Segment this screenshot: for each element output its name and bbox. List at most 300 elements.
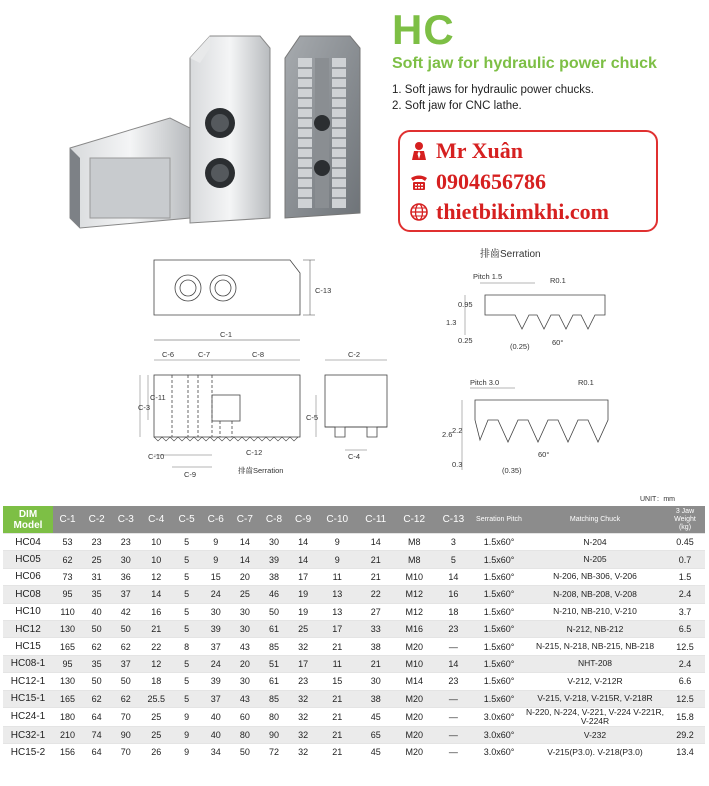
cell-c-8: 50	[259, 603, 288, 620]
table-row	[3, 551, 705, 568]
cell-weight: 6.6	[665, 673, 705, 690]
profile1-angle: 60°	[552, 338, 564, 347]
globe-icon	[410, 203, 428, 221]
col-c2: C-2	[82, 506, 111, 534]
cell-c-1: 156	[53, 744, 82, 761]
cell-c-9: 32	[289, 744, 318, 761]
cell-c-2: 74	[82, 726, 111, 743]
cell-c-1: 130	[53, 620, 82, 637]
cell-c-7: 43	[230, 638, 259, 655]
cell-c-8: 85	[259, 638, 288, 655]
cell-chuck: N-212, NB-212	[525, 620, 665, 637]
cell-c-5: 5	[172, 534, 201, 551]
cell-c-8: 61	[259, 620, 288, 637]
cell-c-7: 50	[230, 744, 259, 761]
cell-c-5: 8	[172, 638, 201, 655]
cell-chuck: N-206, NB-306, V-206	[525, 568, 665, 585]
cell-c-12: M14	[395, 673, 434, 690]
cell-c-2: 62	[82, 638, 111, 655]
cell-c-4: 10	[140, 551, 172, 568]
cell-c-6: 40	[201, 726, 230, 743]
cell-c-10: 9	[318, 534, 357, 551]
cell-c-6: 37	[201, 690, 230, 707]
product-subtitle: Soft jaw for hydraulic power chuck	[392, 55, 657, 72]
cell-weight: 12.5	[665, 638, 705, 655]
dim-c7: C-7	[198, 350, 211, 359]
cell-c-7: 20	[230, 568, 259, 585]
cell-chuck: N-205	[525, 551, 665, 568]
profile1-radius: R0.1	[550, 276, 566, 285]
dim-c3: C-3	[138, 403, 151, 412]
dim-c2: C-2	[348, 350, 361, 359]
col-c12: C-12	[395, 506, 434, 534]
cell-c-5: 5	[172, 586, 201, 603]
col-c8: C-8	[259, 506, 288, 534]
cell-c-1: 180	[53, 707, 82, 726]
table-row	[3, 638, 705, 655]
col-c5: C-5	[172, 506, 201, 534]
cell-c-9: 25	[289, 620, 318, 637]
cell-model: HC06	[3, 568, 53, 585]
serration-callout: 排齒Serration	[238, 466, 284, 475]
cell-c-12: M8	[395, 551, 434, 568]
person-icon	[410, 141, 428, 161]
cell-c-3: 62	[111, 690, 140, 707]
profile2-h1: 2.6	[442, 430, 453, 439]
col-c10: C-10	[318, 506, 357, 534]
cell-pitch: 1.5x60°	[473, 655, 525, 672]
profile2-h2: 2.2	[452, 426, 463, 435]
product-title: HC	[392, 6, 455, 53]
cell-c-11: 65	[357, 726, 395, 743]
cell-c-11: 45	[357, 744, 395, 761]
cell-c-2: 31	[82, 568, 111, 585]
cell-c-8: 38	[259, 568, 288, 585]
cell-pitch: 1.5x60°	[473, 673, 525, 690]
dim-c5: C-5	[306, 413, 319, 422]
cell-c-7: 25	[230, 586, 259, 603]
cell-pitch: 1.5x60°	[473, 638, 525, 655]
cell-c-1: 95	[53, 655, 82, 672]
cell-c-3: 37	[111, 655, 140, 672]
cell-c-13: —	[434, 726, 473, 743]
cell-c-7: 30	[230, 673, 259, 690]
cell-c-12: M10	[395, 655, 434, 672]
model-header: Model	[13, 519, 43, 531]
cell-chuck: V-212, V-212R	[525, 673, 665, 690]
cell-model: HC12	[3, 620, 53, 637]
col-weight	[665, 506, 705, 534]
contact-website-row	[410, 199, 609, 225]
cell-c-6: 40	[201, 707, 230, 726]
table-row	[3, 726, 705, 743]
cell-chuck: N-204	[525, 534, 665, 551]
cell-c-10: 21	[318, 690, 357, 707]
contact-phone-row	[410, 169, 546, 195]
cell-c-6: 39	[201, 673, 230, 690]
cell-model: HC15	[3, 638, 53, 655]
product-photo	[60, 18, 380, 243]
cell-c-1: 53	[53, 534, 82, 551]
cell-c-9: 14	[289, 551, 318, 568]
cell-model: HC15-1	[3, 690, 53, 707]
cell-c-7: 14	[230, 534, 259, 551]
col-c11: C-11	[357, 506, 395, 534]
table-row	[3, 707, 705, 726]
cell-c-5: 9	[172, 726, 201, 743]
col-c13: C-13	[434, 506, 473, 534]
cell-c-6: 39	[201, 620, 230, 637]
cell-c-5: 5	[172, 655, 201, 672]
feature-item: 1. Soft jaws for hydraulic power chucks.	[392, 84, 594, 96]
cell-pitch: 3.0x60°	[473, 726, 525, 743]
weight-header: 3 Jaw Weight	[674, 507, 696, 523]
cell-pitch: 1.5x60°	[473, 603, 525, 620]
weight-unit: (kg)	[678, 523, 692, 531]
cell-c-12: M8	[395, 534, 434, 551]
cell-weight: 29.2	[665, 726, 705, 743]
cell-c-1: 130	[53, 673, 82, 690]
table-row	[3, 603, 705, 620]
cell-c-10: 11	[318, 655, 357, 672]
cell-model: HC10	[3, 603, 53, 620]
cell-c-8: 61	[259, 673, 288, 690]
cell-c-7: 30	[230, 620, 259, 637]
cell-c-9: 32	[289, 726, 318, 743]
table-row	[3, 673, 705, 690]
col-c7: C-7	[230, 506, 259, 534]
unit-label: UNIT：mm	[640, 496, 675, 503]
dim-c9: C-9	[184, 470, 197, 479]
cell-c-13: 23	[434, 673, 473, 690]
cell-c-9: 32	[289, 707, 318, 726]
cell-c-3: 70	[111, 744, 140, 761]
cell-pitch: 1.5x60°	[473, 534, 525, 551]
cell-c-4: 12	[140, 568, 172, 585]
cell-c-13: —	[434, 690, 473, 707]
cell-c-3: 62	[111, 638, 140, 655]
cell-c-4: 21	[140, 620, 172, 637]
col-c3: C-3	[111, 506, 140, 534]
cell-c-10: 15	[318, 673, 357, 690]
profile1-h1: 0.95	[458, 300, 473, 309]
cell-model: HC24-1	[3, 707, 53, 726]
cell-weight: 15.8	[665, 707, 705, 726]
cell-c-9: 17	[289, 568, 318, 585]
cell-c-1: 95	[53, 586, 82, 603]
cell-c-6: 24	[201, 655, 230, 672]
cell-c-4: 25	[140, 726, 172, 743]
cell-c-5: 5	[172, 620, 201, 637]
cell-c-2: 35	[82, 586, 111, 603]
cell-c-3: 70	[111, 707, 140, 726]
cell-pitch: 1.5x60°	[473, 568, 525, 585]
cell-c-13: 18	[434, 603, 473, 620]
phone-icon	[410, 173, 428, 191]
cell-pitch: 1.5x60°	[473, 586, 525, 603]
cell-c-11: 45	[357, 707, 395, 726]
cell-c-2: 62	[82, 690, 111, 707]
cell-model: HC15-2	[3, 744, 53, 761]
cell-chuck: N-215, N-218, NB-215, NB-218	[525, 638, 665, 655]
cell-c-4: 16	[140, 603, 172, 620]
cell-c-8: 85	[259, 690, 288, 707]
cell-c-11: 30	[357, 673, 395, 690]
cell-weight: 13.4	[665, 744, 705, 761]
contact-name: Mr Xuân	[436, 138, 523, 163]
cell-c-4: 22	[140, 638, 172, 655]
table-row	[3, 744, 705, 761]
cell-c-9: 32	[289, 638, 318, 655]
col-pitch: Serration Pitch	[473, 506, 525, 534]
cell-c-12: M20	[395, 726, 434, 743]
cell-c-11: 22	[357, 586, 395, 603]
cell-c-13: 23	[434, 620, 473, 637]
cell-c-7: 80	[230, 726, 259, 743]
dim-c1: C-1	[220, 330, 233, 339]
cell-weight: 2.4	[665, 586, 705, 603]
cell-c-4: 12	[140, 655, 172, 672]
cell-weight: 0.45	[665, 534, 705, 551]
cell-c-1: 110	[53, 603, 82, 620]
cell-weight: 3.7	[665, 603, 705, 620]
cell-pitch: 3.0x60°	[473, 707, 525, 726]
dim-c6: C-6	[162, 350, 175, 359]
cell-model: HC04	[3, 534, 53, 551]
col-c4: C-4	[140, 506, 172, 534]
table-body	[3, 534, 705, 761]
cell-c-3: 42	[111, 603, 140, 620]
cell-pitch: 1.5x60°	[473, 551, 525, 568]
cell-c-6: 15	[201, 568, 230, 585]
cell-c-1: 62	[53, 551, 82, 568]
cell-c-8: 30	[259, 534, 288, 551]
cell-c-8: 90	[259, 726, 288, 743]
cell-chuck: V-215(P3.0). V-218(P3.0)	[525, 744, 665, 761]
profile1-pitch: Pitch 1.5	[473, 272, 503, 281]
cell-chuck: NHT-208	[525, 655, 665, 672]
table-row	[3, 568, 705, 585]
dim-model-header	[3, 506, 53, 534]
cell-c-5: 9	[172, 744, 201, 761]
cell-c-13: 3	[434, 534, 473, 551]
cell-chuck: V-215, V-218, V-215R, V-218R	[525, 690, 665, 707]
cell-pitch: 3.0x60°	[473, 744, 525, 761]
dim-c8: C-8	[252, 350, 265, 359]
cell-c-1: 210	[53, 726, 82, 743]
cell-c-6: 9	[201, 551, 230, 568]
dim-c4: C-4	[348, 452, 361, 461]
cell-c-5: 9	[172, 707, 201, 726]
cell-weight: 2.4	[665, 655, 705, 672]
cell-weight: 1.5	[665, 568, 705, 585]
cell-c-11: 21	[357, 551, 395, 568]
table-row	[3, 534, 705, 551]
cell-c-9: 32	[289, 690, 318, 707]
cell-c-10: 13	[318, 586, 357, 603]
cell-c-8: 80	[259, 707, 288, 726]
cell-c-5: 5	[172, 551, 201, 568]
technical-drawing	[140, 245, 620, 485]
cell-chuck: N-208, NB-208, V-208	[525, 586, 665, 603]
cell-c-6: 30	[201, 603, 230, 620]
cell-model: HC12-1	[3, 673, 53, 690]
cell-c-10: 11	[318, 568, 357, 585]
cell-c-10: 21	[318, 707, 357, 726]
profile1-h3: 0.25	[458, 336, 473, 345]
cell-c-13: 14	[434, 655, 473, 672]
contact-box	[398, 130, 658, 232]
cell-model: HC32-1	[3, 726, 53, 743]
table-row	[3, 620, 705, 637]
cell-c-7: 20	[230, 655, 259, 672]
cell-c-3: 30	[111, 551, 140, 568]
contact-website[interactable]: thietbikimkhi.com	[436, 199, 609, 224]
profile1-gap: (0.25)	[510, 342, 530, 351]
cell-c-12: M20	[395, 744, 434, 761]
table-header-row	[3, 506, 705, 534]
col-c6: C-6	[201, 506, 230, 534]
cell-c-3: 50	[111, 620, 140, 637]
cell-weight: 6.5	[665, 620, 705, 637]
cell-c-4: 10	[140, 534, 172, 551]
cell-c-1: 165	[53, 638, 82, 655]
cell-pitch: 1.5x60°	[473, 620, 525, 637]
table-row	[3, 655, 705, 672]
cell-c-8: 39	[259, 551, 288, 568]
table-row	[3, 690, 705, 707]
cell-c-11: 14	[357, 534, 395, 551]
dim-c13: C-13	[315, 286, 332, 295]
cell-model: HC05	[3, 551, 53, 568]
cell-c-3: 36	[111, 568, 140, 585]
cell-chuck: N-210, NB-210, V-210	[525, 603, 665, 620]
cell-c-10: 17	[318, 620, 357, 637]
cell-c-4: 25.5	[140, 690, 172, 707]
dim-c10: C-10	[148, 452, 165, 461]
cell-c-2: 25	[82, 551, 111, 568]
dim-c11: C-11	[150, 393, 166, 402]
cell-c-2: 64	[82, 744, 111, 761]
cell-c-2: 35	[82, 655, 111, 672]
contact-name-row	[410, 138, 523, 164]
col-c1: C-1	[53, 506, 82, 534]
cell-c-9: 19	[289, 586, 318, 603]
cell-c-10: 21	[318, 744, 357, 761]
cell-c-11: 38	[357, 690, 395, 707]
serration-title: 排齒Serration	[480, 249, 541, 260]
cell-c-7: 30	[230, 603, 259, 620]
table-row	[3, 586, 705, 603]
cell-c-10: 9	[318, 551, 357, 568]
cell-c-11: 21	[357, 568, 395, 585]
dim-c12: C-12	[246, 448, 263, 457]
cell-c-5: 5	[172, 690, 201, 707]
cell-c-9: 14	[289, 534, 318, 551]
cell-c-3: 90	[111, 726, 140, 743]
cell-chuck: N-220, N-224, V-221, V-224 V-221R, V-224R	[526, 706, 664, 726]
cell-c-10: 13	[318, 603, 357, 620]
cell-c-12: M12	[395, 603, 434, 620]
feature-item: 2. Soft jaw for CNC lathe.	[392, 100, 522, 112]
cell-c-13: —	[434, 744, 473, 761]
cell-c-13: 14	[434, 568, 473, 585]
cell-c-11: 21	[357, 655, 395, 672]
cell-c-5: 5	[172, 673, 201, 690]
dim-header: DIM	[18, 508, 38, 520]
cell-c-2: 23	[82, 534, 111, 551]
cell-c-4: 14	[140, 586, 172, 603]
cell-c-12: M20	[395, 707, 434, 726]
cell-c-2: 50	[82, 620, 111, 637]
cell-c-9: 17	[289, 655, 318, 672]
contact-phone[interactable]: 0904656786	[436, 169, 546, 194]
cell-c-1: 73	[53, 568, 82, 585]
cell-chuck: V-232	[525, 726, 665, 743]
profile1-h2: 1.3	[446, 318, 457, 327]
cell-c-3: 37	[111, 586, 140, 603]
col-c9: C-9	[289, 506, 318, 534]
cell-c-2: 40	[82, 603, 111, 620]
cell-c-7: 14	[230, 551, 259, 568]
cell-c-8: 51	[259, 655, 288, 672]
cell-c-2: 50	[82, 673, 111, 690]
cell-c-4: 26	[140, 744, 172, 761]
cell-c-11: 33	[357, 620, 395, 637]
profile2-h3: 0.3	[452, 460, 463, 469]
spec-table	[3, 506, 705, 761]
cell-c-2: 64	[82, 707, 111, 726]
cell-c-8: 72	[259, 744, 288, 761]
cell-c-3: 50	[111, 673, 140, 690]
cell-c-4: 18	[140, 673, 172, 690]
cell-c-12: M20	[395, 690, 434, 707]
cell-c-12: M20	[395, 638, 434, 655]
cell-c-12: M12	[395, 586, 434, 603]
cell-c-3: 23	[111, 534, 140, 551]
cell-c-13: —	[434, 638, 473, 655]
cell-c-6: 24	[201, 586, 230, 603]
cell-c-12: M16	[395, 620, 434, 637]
profile2-pitch: Pitch 3.0	[470, 378, 500, 387]
cell-c-13: 16	[434, 586, 473, 603]
cell-c-9: 19	[289, 603, 318, 620]
cell-c-4: 25	[140, 707, 172, 726]
profile2-angle: 60°	[538, 450, 550, 459]
cell-c-7: 60	[230, 707, 259, 726]
cell-c-13: 5	[434, 551, 473, 568]
cell-c-7: 43	[230, 690, 259, 707]
cell-c-10: 21	[318, 726, 357, 743]
feature-list	[392, 82, 594, 114]
cell-c-11: 38	[357, 638, 395, 655]
cell-c-10: 21	[318, 638, 357, 655]
cell-weight: 12.5	[665, 690, 705, 707]
cell-c-8: 46	[259, 586, 288, 603]
cell-weight: 0.7	[665, 551, 705, 568]
cell-c-6: 37	[201, 638, 230, 655]
cell-c-5: 5	[172, 603, 201, 620]
cell-model: HC08-1	[3, 655, 53, 672]
col-chuck: Matching Chuck	[525, 506, 665, 534]
cell-c-12: M10	[395, 568, 434, 585]
cell-c-6: 9	[201, 534, 230, 551]
profile2-radius: R0.1	[578, 378, 594, 387]
cell-c-11: 27	[357, 603, 395, 620]
cell-c-5: 5	[172, 568, 201, 585]
cell-model: HC08	[3, 586, 53, 603]
cell-pitch: 1.5x60°	[473, 690, 525, 707]
